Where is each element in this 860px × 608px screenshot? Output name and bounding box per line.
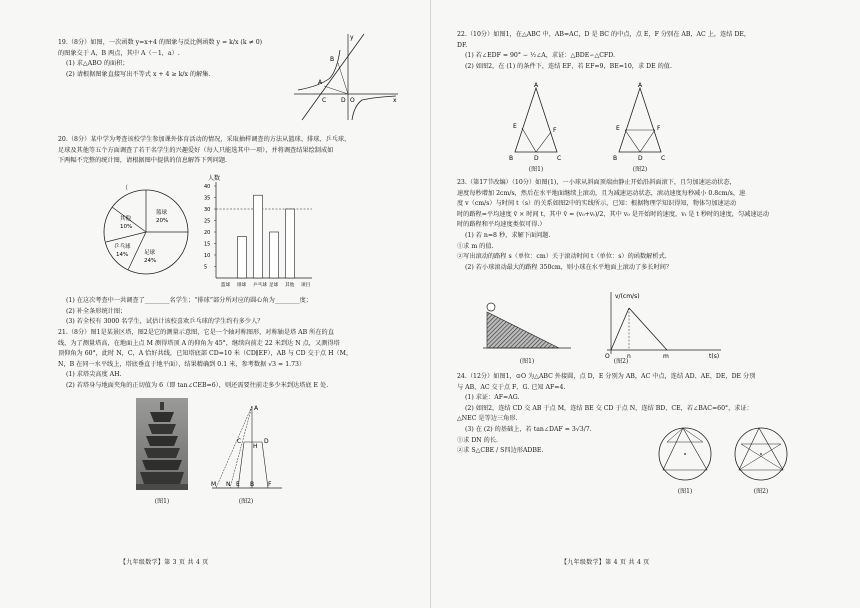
bar-category-label: 其他 <box>285 283 295 288</box>
q21-fig2-caption: (图2) <box>238 498 254 505</box>
q19-label-b: B <box>330 56 335 63</box>
bar-2 <box>254 195 263 278</box>
q19-hyperbola-right <box>352 96 396 120</box>
bar-1 <box>238 237 247 278</box>
bar-ytick-label: 35 <box>204 195 211 202</box>
question-22 <box>457 30 750 72</box>
q19-graph <box>290 30 402 124</box>
q19-segment-ao <box>324 86 348 94</box>
q21-label-c: C <box>237 438 242 445</box>
q19-label-x: x <box>393 97 397 104</box>
bar-4 <box>286 209 295 278</box>
q24-line6: (3) 在 (2) 的基础上，若 tan∠DAF = 3√3/7. <box>465 425 592 433</box>
q20-answer1: (1) 在这次考查中一共调查了________名学生；“排球”部分所对应的圆心角为________度； <box>66 297 312 304</box>
bar-ytick-label: 40 <box>204 184 211 190</box>
q21-label-h: H <box>253 443 258 450</box>
q23-line9: (2) 若小球滚动最大的路程 350cm，则小球在水平地面上滚动了多长时间？ <box>465 263 673 271</box>
question-20-answers <box>58 296 312 328</box>
bar-category-label: 项目 <box>301 283 311 288</box>
question-21 <box>58 328 352 392</box>
q22-line2: DF. <box>457 41 468 49</box>
q23-line4: 时的路程=平均速度 v̄ × 时间 t，其中 v̄ = (v₀+vₜ)/2，其中 v₀ 是开始时的速度，vₜ 是 t 秒时的速度，匀减速运动 <box>457 210 769 218</box>
q19-line2: 的图象交于 A，B 两点，其中 A（－1，a）. <box>58 49 180 57</box>
pie-divider-4 <box>106 232 146 242</box>
q21-line3: 顶仰角为 60°，此时 N，C，A 恰好共线，已知塔底部 CD=10 米（CD∥EF），AB 与 CD 交于点 H（M， <box>58 350 353 358</box>
q23-line7: ①求 m 的值. <box>457 242 494 250</box>
left-footer: 【九年级数学】第 3 页 共 4 页 <box>120 559 209 566</box>
bar-3 <box>270 232 279 278</box>
bar-ytick-label: 5 <box>204 264 208 271</box>
q22-fig2-caption: (图2) <box>632 166 648 173</box>
q23-line6: (1) 若 n=8 秒，求解下面问题. <box>465 231 551 239</box>
q23-line8: ②写出滚动的路程 s（单位：cm）关于滚动时间 t（单位：s）的函数解析式. <box>457 253 667 261</box>
ramp-diagram <box>481 300 573 352</box>
pagoda-image <box>136 398 188 490</box>
question-20 <box>58 135 350 167</box>
q21-line6: (2) 若塔身与地面夹角的正切值为 6（即 tan∠CEB=6），则还需要往前走多少米到达塔底 E 处. <box>66 381 329 389</box>
q23-line3: 度 v（cm/s）与时间 t（s）的关系如图2中的实线所示，已知：根据物理学知识得知，物体匀加速运动 <box>457 200 737 208</box>
q23-o-label: O <box>605 353 610 360</box>
q22f1-a: A <box>534 82 539 89</box>
q24-line4: (2) 如图2，连结 CD 交 AB 于点 M，连结 BE 交 CD 于点 N，连结 BD、CE，若∠BAC=60°，求证： <box>465 404 753 412</box>
q24-line3: (1) 求证：AF=AG. <box>465 394 520 402</box>
q22f2-a: A <box>638 82 643 89</box>
q23-n-label: n <box>627 353 631 360</box>
pie-pct-2: 14% <box>116 252 129 258</box>
q24-line8: ②求 S△CBE / S四边形ADBE. <box>457 447 544 455</box>
q24-fig2 <box>731 424 791 484</box>
q24-fig2-caption: (图2) <box>753 488 769 495</box>
q21-line1: 21.（8分）图1是某景区塔，图2是它的测量示意图，它是一个轴对称图形，对称轴是塔 AB 所在的直 <box>58 329 334 336</box>
q19-label-d: D <box>341 97 346 104</box>
q21-line4: N，B 在同一水平线上，塔底垂直于地平面），结果精确到 0.1 米，参考数据 √3 ≈ 1.73） <box>58 360 306 368</box>
q20-line2: 足球及其他等五个方面调查了若干名学生的兴趣爱好（每人只能选其中一项），并将调查结果绘制成如 <box>58 146 334 154</box>
q19-line <box>302 34 364 120</box>
q19-line4: (2) 请根据图象直接写出不等式 x + 4 ≥ k/x 的解集. <box>66 70 211 78</box>
q24-fig1 <box>655 424 715 484</box>
q22f1-d: D <box>534 155 539 162</box>
q21-label-m: M <box>211 481 217 488</box>
q22-line1: 22.（10分）如图1，在△ABC 中，AB=AC，D 是 BC 的中点，点 E，F 分别在 AB，AC 上，连结 DE， <box>457 31 751 38</box>
q23-t-label: t(s) <box>709 353 720 360</box>
q19-label-a: A <box>318 79 323 86</box>
bar-category-label: 篮球 <box>221 283 231 288</box>
q24-line7: ①求 DN 的长. <box>457 436 499 444</box>
q23-fig1 <box>481 300 573 352</box>
q23-fig1-caption: (图1) <box>519 358 535 365</box>
q21-line5: (1) 求塔尖高度 AH. <box>66 371 122 379</box>
question-19 <box>58 38 262 80</box>
q21-label-n: N <box>226 481 231 488</box>
q20-line3: 下两幅不完整的统计图，请根据图中提供的信息解答下列问题. <box>58 157 228 165</box>
q22f1-e: E <box>513 123 517 130</box>
right-footer: 【九年级数学】第 4 页 共 4 页 <box>561 559 650 566</box>
q22-line3: (1) 若∠EDF = 90° − ½∠A，求证：△BDE∽△CFD. <box>465 52 615 60</box>
q23-line1: 23.（第17节改编）（10分）如图(1)，一小球从斜面顶端由静止开始沿斜面滚下，且匀加速运动状态， <box>457 179 736 186</box>
q20-bar-chart <box>196 172 320 290</box>
bar-category-label: 足球 <box>269 283 279 288</box>
question-23 <box>457 178 769 273</box>
pagoda-photo <box>136 398 188 490</box>
q21-label-e: E <box>236 481 240 488</box>
q22f1-b: B <box>509 155 514 162</box>
q20-pie-chart <box>98 180 194 280</box>
pie-label-1: 其他 <box>120 216 132 222</box>
q20-answer3: (3) 若全校有 3000 名学生，试估计该校喜欢乒乓球的学生约有多少人？ <box>66 318 264 326</box>
pie-label-3: 足球 <box>144 250 156 256</box>
q24-line2: 与 AB、AC 交于点 F、G. 已知 AF=4. <box>457 383 566 391</box>
pie-pct-0: 20% <box>156 218 169 224</box>
q21-label-d: D <box>264 438 269 445</box>
q22f2-d: D <box>638 155 643 162</box>
bar-category-label: 排球 <box>237 283 247 288</box>
bar-ytick-label: 30 <box>204 207 211 213</box>
q23-line2: 速度每秒增加 2cm/s，然后在水平地面继续上滚动，且为减速运动状态，滚动速度每秒减小 0.8cm/s，速 <box>457 189 746 197</box>
q19-label-y: y <box>350 34 354 41</box>
q19-line1: 19.（8分）如图，一次函数 y=x+4 的图象与反比例函数 y = k/x (k ≠ 0) <box>58 39 263 46</box>
q24-line1: 24.（12分）如图1，⊙O 为△ABC 外接圆，点 D，E 分别为 AB，AC 中点，连结 AD、AE、DE，DE 分别 <box>457 373 756 380</box>
q19-line3: (1) 求△ABO 的面积； <box>66 60 129 68</box>
q21-line2: 线，为了测量塔高，在地面上点 M 测得塔顶 A 的仰角为 45°，继续向前走 22 米到达 N 点，又测得塔 <box>58 339 340 347</box>
q22-fig1-caption: (图1) <box>528 166 544 173</box>
q23-line5: 时的路程和平均速度类似可得.） <box>457 221 546 229</box>
q22f2-b: B <box>613 155 618 162</box>
ball-icon <box>487 303 495 311</box>
q19-label-o: O <box>350 97 355 104</box>
bar-ytick-label: 15 <box>204 241 211 248</box>
pie-pct-1: 10% <box>120 224 133 230</box>
q22f2-c: C <box>661 155 666 162</box>
q23-fig2-caption: (图2) <box>613 358 629 365</box>
bar-ytick-label: 20 <box>204 230 211 236</box>
pie-marker: （ <box>122 185 129 192</box>
bar-ytick-label: 10 <box>204 253 211 259</box>
q21-label-f: F <box>268 481 272 488</box>
q22-fig2 <box>613 82 667 162</box>
q22f1-f: F <box>553 127 557 134</box>
pie-label-2: 乒乓球 <box>114 244 131 250</box>
q21-label-b: B <box>250 481 255 488</box>
pie-label-0: 篮球 <box>156 210 168 216</box>
q22-fig1 <box>509 82 563 162</box>
q24-line5: △NEC 是等边三角形. <box>457 415 518 423</box>
pie-pct-3: 24% <box>144 258 157 264</box>
q20-line1: 20.（8分）某中学为考查该校学生参加课外体育活动的情况，采取抽样调查的方法从篮球、排球、乒乓球、 <box>58 136 351 143</box>
q20-answer2: (2) 补全条形统计图； <box>66 307 127 315</box>
q24-fig1-caption: (图1) <box>677 488 693 495</box>
q21-label-a: A <box>254 405 259 412</box>
q23-m-label: m <box>663 353 669 360</box>
q22f2-e: E <box>616 125 620 132</box>
q23-fig2 <box>597 288 729 360</box>
bar-category-label: 乒乓球 <box>253 283 267 288</box>
q22f1-c: C <box>557 155 562 162</box>
q19-segment-bo <box>338 63 348 94</box>
q19-label-c: C <box>322 97 327 104</box>
q21-fig1-caption: (图1) <box>154 498 170 505</box>
q21-diagram <box>208 402 286 494</box>
right-page <box>430 0 860 608</box>
q22-line4: (2) 如图2，在 (1) 的条件下，连结 EF，若 EF=9，BE=10，求 DE 的值. <box>465 62 672 70</box>
bar-ytick-label: 25 <box>204 218 211 225</box>
bar-ylabel: 人数 <box>208 175 221 182</box>
q22f2-f: F <box>657 125 661 132</box>
q23-v-label: v/(cm/s) <box>615 293 640 300</box>
